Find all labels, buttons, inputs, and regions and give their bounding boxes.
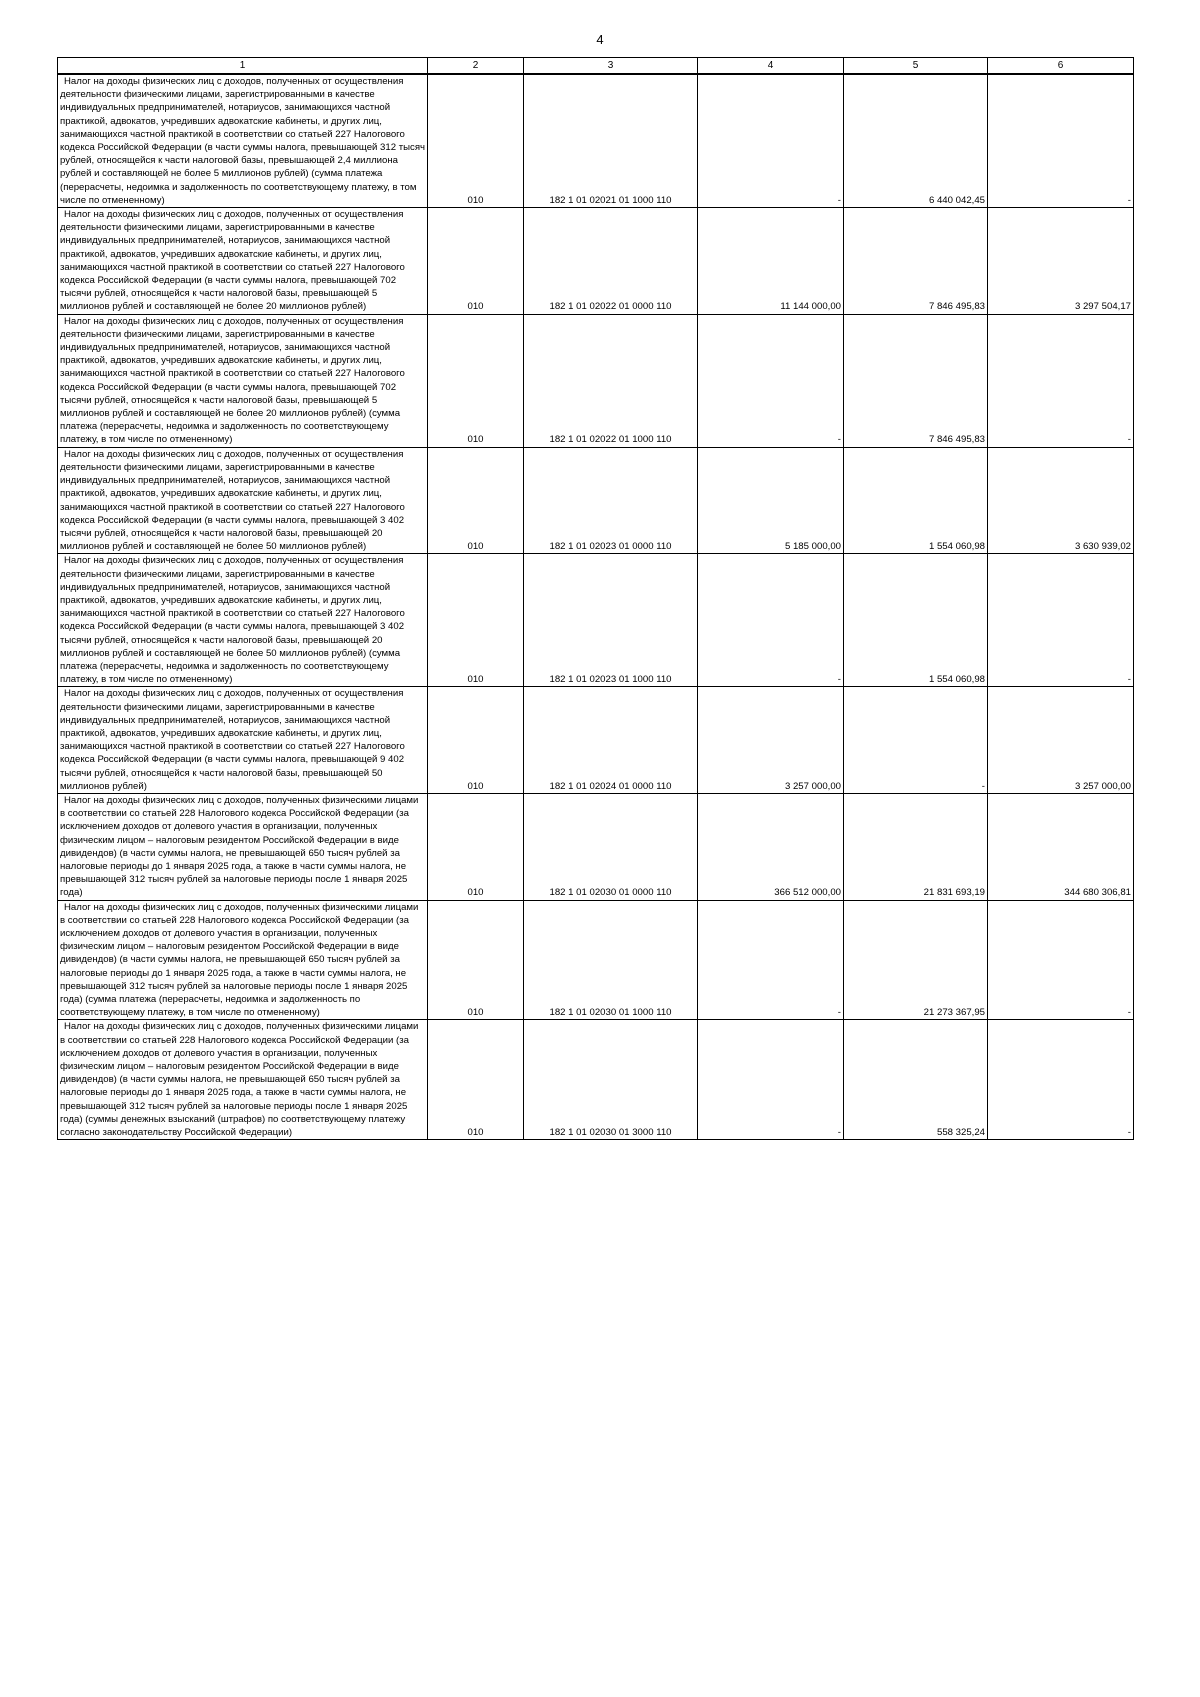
row-name: Налог на доходы физических лиц с доходов, полученных физическими лицами в соответствии со статьей 228 Налогового кодекса Российской Федерации (за исключением доходов от долевого участия в организации, полученных физическим лицом – налоговым резидентом Российской Федерации в виде дивидендов) (в части суммы налога, не превышающей 650 тысяч рублей за налоговые периоды до 1 января 2025 года, а также в части суммы налога, не превышающей 312 тысяч рублей за налоговые периоды после 1 января 2025 года) (суммы денежных взысканий (штрафов) по соответствующему платежу согласно законодательству Российской Федерации)	[58, 1020, 428, 1140]
row-col4-value: 11 144 000,00	[698, 208, 844, 315]
row-code: 010	[428, 554, 524, 687]
row-kbk: 182 1 01 02022 01 0000 110	[524, 208, 698, 315]
row-col6-value: 344 680 306,81	[988, 793, 1134, 900]
row-col5-value: 7 846 495,83	[844, 208, 988, 315]
table-row	[58, 793, 1134, 900]
row-kbk: 182 1 01 02030 01 3000 110	[524, 1020, 698, 1140]
row-col5-value: 558 325,24	[844, 1020, 988, 1140]
row-col6-value: -	[988, 74, 1134, 208]
table-row	[58, 208, 1134, 315]
row-name: Налог на доходы физических лиц с доходов, полученных физическими лицами в соответствии со статьей 228 Налогового кодекса Российской Федерации (за исключением доходов от долевого участия в организации, полученных физическим лицом – налоговым резидентом Российской Федерации в виде дивидендов) (в части суммы налога, не превышающей 650 тысяч рублей за налоговые периоды до 1 января 2025 года, а также в части суммы налога, не превышающей 312 тысяч рублей за налоговые периоды после 1 января 2025 года) (сумма платежа (перерасчеты, недоимка и задолженность по соответствующему платежу, в том числе по отмененному)	[58, 900, 428, 1020]
row-col4-value: -	[698, 74, 844, 208]
row-code: 010	[428, 687, 524, 794]
row-name: Налог на доходы физических лиц с доходов, полученных от осуществления деятельности физическими лицами, зарегистрированными в качестве индивидуальных предпринимателей, нотариусов, занимающихся частной практикой, адвокатов, учредивших адвокатские кабинеты, и других лиц, занимающихся частной практикой в соответствии со статьей 227 Налогового кодекса Российской Федерации (в части суммы налога, превышающей 3 402 тысячи рублей, относящейся к части налоговой базы, превышающей 20 миллионов рублей и составляющей не более 50 миллионов рублей)	[58, 447, 428, 554]
column-header-1: 1	[58, 58, 428, 75]
row-kbk: 182 1 01 02023 01 1000 110	[524, 554, 698, 687]
row-name: Налог на доходы физических лиц с доходов, полученных физическими лицами в соответствии со статьей 228 Налогового кодекса Российской Федерации (за исключением доходов от долевого участия в организации, полученных физическим лицом – налоговым резидентом Российской Федерации в виде дивидендов) (в части суммы налога, не превышающей 650 тысяч рублей за налоговые периоды до 1 января 2025 года, а также в части суммы налога, не превышающей 312 тысяч рублей за налоговые периоды после 1 января 2025 года)	[58, 793, 428, 900]
row-kbk: 182 1 01 02030 01 0000 110	[524, 793, 698, 900]
row-col5-value: 1 554 060,98	[844, 554, 988, 687]
row-code: 010	[428, 314, 524, 447]
row-col5-value: 1 554 060,98	[844, 447, 988, 554]
column-header-3: 3	[524, 58, 698, 75]
row-col6-value: -	[988, 554, 1134, 687]
row-col4-value: -	[698, 1020, 844, 1140]
row-col5-value: 21 831 693,19	[844, 793, 988, 900]
row-col4-value: -	[698, 900, 844, 1020]
row-col5-value: -	[844, 687, 988, 794]
row-col6-value: -	[988, 314, 1134, 447]
row-code: 010	[428, 74, 524, 208]
row-name: Налог на доходы физических лиц с доходов, полученных от осуществления деятельности физическими лицами, зарегистрированными в качестве индивидуальных предпринимателей, нотариусов, занимающихся частной практикой, адвокатов, учредивших адвокатские кабинеты, и других лиц, занимающихся частной практикой в соответствии со статьей 227 Налогового кодекса Российской Федерации (в части суммы налога, превышающей 312 тысяч рублей, относящейся к части налоговой базы, превышающей 2,4 миллиона рублей и составляющей не более 5 миллионов рублей) (сумма платежа (перерасчеты, недоимка и задолженность по соответствующему платежу, в том числе по отмененному)	[58, 74, 428, 208]
table-row	[58, 74, 1134, 208]
row-col4-value: 366 512 000,00	[698, 793, 844, 900]
row-col4-value: -	[698, 554, 844, 687]
row-kbk: 182 1 01 02022 01 1000 110	[524, 314, 698, 447]
row-col6-value: 3 257 000,00	[988, 687, 1134, 794]
row-col5-value: 6 440 042,45	[844, 74, 988, 208]
table-row	[58, 1020, 1134, 1140]
row-col4-value: -	[698, 314, 844, 447]
row-col6-value: -	[988, 1020, 1134, 1140]
row-name: Налог на доходы физических лиц с доходов, полученных от осуществления деятельности физическими лицами, зарегистрированными в качестве индивидуальных предпринимателей, нотариусов, занимающихся частной практикой, адвокатов, учредивших адвокатские кабинеты, и других лиц, занимающихся частной практикой в соответствии со статьей 227 Налогового кодекса Российской Федерации (в части суммы налога, превышающей 9 402 тысячи рублей, относящейся к части налоговой базы, превышающей 50 миллионов рублей)	[58, 687, 428, 794]
column-header-6: 6	[988, 58, 1134, 75]
row-col6-value: -	[988, 900, 1134, 1020]
row-col6-value: 3 630 939,02	[988, 447, 1134, 554]
row-code: 010	[428, 208, 524, 315]
row-col6-value: 3 297 504,17	[988, 208, 1134, 315]
row-kbk: 182 1 01 02021 01 1000 110	[524, 74, 698, 208]
row-name: Налог на доходы физических лиц с доходов, полученных от осуществления деятельности физическими лицами, зарегистрированными в качестве индивидуальных предпринимателей, нотариусов, занимающихся частной практикой, адвокатов, учредивших адвокатские кабинеты, и других лиц, занимающихся частной практикой в соответствии со статьей 227 Налогового кодекса Российской Федерации (в части суммы налога, превышающей 702 тысячи рублей, относящейся к части налоговой базы, превышающей 5 миллионов рублей и составляющей не более 20 миллионов рублей)	[58, 208, 428, 315]
row-name: Налог на доходы физических лиц с доходов, полученных от осуществления деятельности физическими лицами, зарегистрированными в качестве индивидуальных предпринимателей, нотариусов, занимающихся частной практикой, адвокатов, учредивших адвокатские кабинеты, и других лиц, занимающихся частной практикой в соответствии со статьей 227 Налогового кодекса Российской Федерации (в части суммы налога, превышающей 3 402 тысячи рублей, относящейся к части налоговой базы, превышающей 20 миллионов рублей и составляющей не более 50 миллионов рублей) (сумма платежа (перерасчеты, недоимка и задолженность по соответствующему платежу, в том числе по отмененному)	[58, 554, 428, 687]
revenue-report-table	[57, 57, 1134, 1140]
table-row	[58, 554, 1134, 687]
row-kbk: 182 1 01 02023 01 0000 110	[524, 447, 698, 554]
row-code: 010	[428, 900, 524, 1020]
row-code: 010	[428, 447, 524, 554]
row-kbk: 182 1 01 02030 01 1000 110	[524, 900, 698, 1020]
row-code: 010	[428, 793, 524, 900]
row-col4-value: 5 185 000,00	[698, 447, 844, 554]
row-col4-value: 3 257 000,00	[698, 687, 844, 794]
row-col5-value: 21 273 367,95	[844, 900, 988, 1020]
column-header-5: 5	[844, 58, 988, 75]
row-code: 010	[428, 1020, 524, 1140]
table-row	[58, 687, 1134, 794]
row-col5-value: 7 846 495,83	[844, 314, 988, 447]
page-number: 4	[596, 32, 604, 47]
row-name: Налог на доходы физических лиц с доходов, полученных от осуществления деятельности физическими лицами, зарегистрированными в качестве индивидуальных предпринимателей, нотариусов, занимающихся частной практикой, адвокатов, учредивших адвокатские кабинеты, и других лиц, занимающихся частной практикой в соответствии со статьей 227 Налогового кодекса Российской Федерации (в части суммы налога, превышающей 702 тысячи рублей, относящейся к части налоговой базы, превышающей 5 миллионов рублей и составляющей не более 20 миллионов рублей) (сумма платежа (перерасчеты, недоимка и задолженность по соответствующему платежу, в том числе по отмененному)	[58, 314, 428, 447]
row-kbk: 182 1 01 02024 01 0000 110	[524, 687, 698, 794]
column-number-row	[58, 58, 1134, 75]
table-row	[58, 447, 1134, 554]
column-header-4: 4	[698, 58, 844, 75]
table-row	[58, 900, 1134, 1020]
column-header-2: 2	[428, 58, 524, 75]
table-row	[58, 314, 1134, 447]
